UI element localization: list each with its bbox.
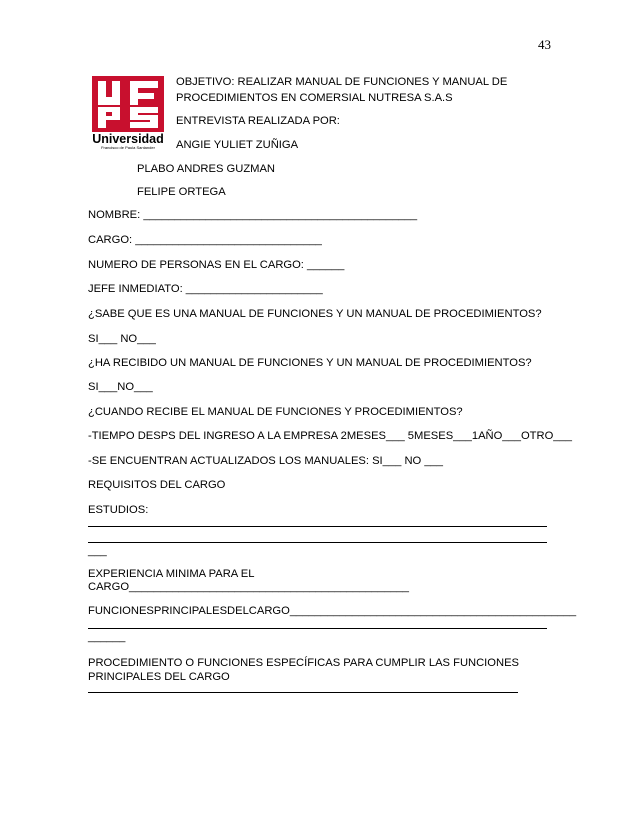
estudios-blank-1: [88, 526, 547, 527]
funciones-blank: [88, 628, 547, 629]
question-3: ¿CUANDO RECIBE EL MANUAL DE FUNCIONES Y PROCEDIMIENTOS?: [88, 406, 463, 418]
question-2: ¿HA RECIBIDO UN MANUAL DE FUNCIONES Y UN MANUAL DE PROCEDIMIENTOS?: [88, 357, 532, 369]
estudios-blank-2: [88, 542, 547, 543]
procedimiento-line-1: PROCEDIMIENTO O FUNCIONES ESPECÍFICAS PARA CUMPLIR LAS FUNCIONES: [88, 657, 519, 669]
numero-personas-field: NUMERO DE PERSONAS EN EL CARGO: ______: [88, 259, 345, 271]
svg-text:Universidad: Universidad: [92, 132, 164, 146]
autor-2: PLABO ANDRES GUZMAN: [137, 163, 276, 175]
funciones-field: FUNCIONESPRINCIPALESDELCARGO______________________________________________: [88, 605, 577, 617]
requisitos-heading: REQUISITOS DEL CARGO: [88, 479, 226, 491]
estudios-label: ESTUDIOS:: [88, 504, 149, 516]
ufps-logo: [90, 76, 166, 150]
nombre-field: NOMBRE: ____________________________________________: [88, 209, 418, 221]
entrevista-label: ENTREVISTA REALIZADA POR:: [176, 115, 340, 127]
experiencia-line-2: CARGO_____________________________________________: [88, 581, 410, 593]
objetivo-line-2: PROCEDIMIENTOS EN COMERSIAL NUTRESA S.A.S: [176, 92, 453, 104]
objetivo-line-1: OBJETIVO: REALIZAR MANUAL DE FUNCIONES Y MANUAL DE: [176, 76, 508, 88]
autor-1: ANGIE YULIET ZUÑIGA: [176, 139, 299, 151]
autor-3: FELIPE ORTEGA: [137, 186, 226, 198]
svg-text:Francisco de Paula Santander: Francisco de Paula Santander: [101, 145, 155, 150]
jefe-inmediato-field: JEFE INMEDIATO: ______________________: [88, 283, 323, 295]
funciones-blank-end: ______: [88, 631, 126, 643]
estudios-blank-end: ___: [88, 545, 107, 557]
cargo-field: CARGO: ______________________________: [88, 234, 322, 246]
actualizados-options: -SE ENCUENTRAN ACTUALIZADOS LOS MANUALES: SI___ NO ___: [88, 455, 443, 467]
tiempo-options: -TIEMPO DESPS DEL INGRESO A LA EMPRESA 2MESES___ 5MESES___1AÑO___OTRO___: [88, 430, 572, 442]
question-1-options: SI___ NO___: [88, 333, 156, 345]
question-2-options: SI___NO___: [88, 381, 153, 393]
procedimiento-line-2: PRINCIPALES DEL CARGO: [88, 671, 230, 683]
page-number: 43: [538, 37, 551, 52]
procedimiento-blank: [88, 692, 518, 693]
question-1: ¿SABE QUE ES UNA MANUAL DE FUNCIONES Y UN MANUAL DE PROCEDIMIENTOS?: [88, 308, 542, 320]
experiencia-line-1: EXPERIENCIA MINIMA PARA EL: [88, 568, 255, 580]
